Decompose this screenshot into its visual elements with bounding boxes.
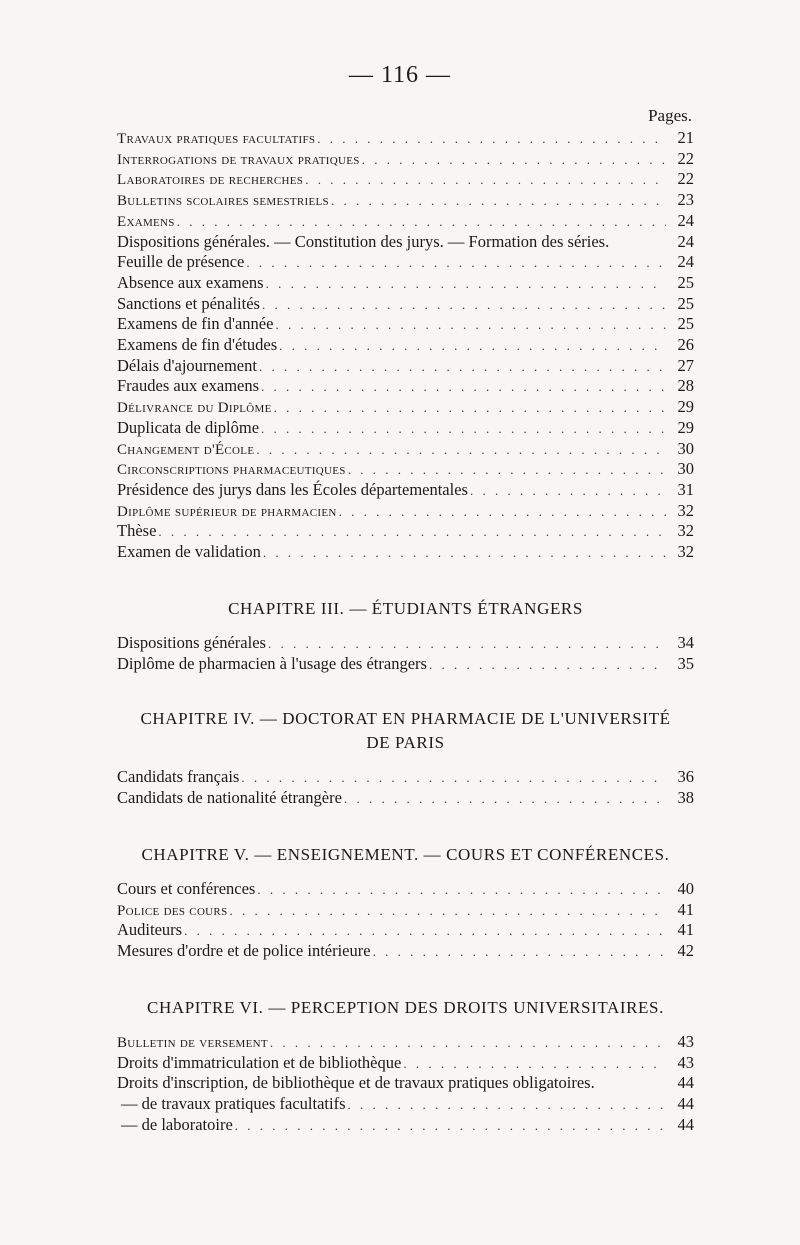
dot-leader [256, 440, 666, 460]
toc-entry [117, 376, 694, 397]
dot-leader [261, 377, 666, 397]
page-number: — 116 — [348, 62, 452, 88]
toc-entry-page: 22 [677, 169, 694, 189]
toc-entry-label: Circonscriptions pharmaceutiques [117, 462, 346, 479]
dot-leader [266, 274, 666, 294]
dot-leader [373, 942, 666, 962]
toc-entry-label: Police des cours [117, 902, 228, 919]
toc-entry [117, 920, 694, 941]
toc-entry-label: Candidats français [117, 767, 240, 786]
toc-entry [117, 521, 694, 542]
dot-leader [317, 129, 666, 149]
toc-entry [117, 149, 694, 170]
dot-leader [184, 921, 666, 941]
dot-leader [403, 1054, 666, 1074]
toc-entry [117, 459, 694, 480]
toc-entry [117, 1115, 694, 1136]
toc-entry-label: Candidats de nationalité étrangère [117, 787, 342, 807]
toc-entry-label: Travaux pratiques facultatifs [117, 131, 316, 147]
toc-entry-page: 44 [677, 1114, 694, 1134]
toc-entry-page: 43 [677, 1032, 694, 1051]
dot-leader [344, 789, 666, 809]
toc-entry [117, 397, 694, 418]
toc-entry-label: Examens [117, 213, 175, 230]
toc-entry-label: Changement d'École [117, 441, 255, 458]
dot-leader [279, 336, 666, 356]
dot-leader [348, 1095, 667, 1115]
dot-leader [275, 315, 666, 335]
toc-entry-label: Auditeurs [117, 920, 183, 940]
toc-entry-label: Absence aux examens [117, 272, 264, 292]
toc-entry-page: 29 [677, 417, 694, 437]
toc-entry-label: Thèse [117, 521, 157, 541]
toc-entry-page: 44 [677, 1073, 694, 1093]
toc-entry [117, 169, 694, 190]
toc-entry-label: Droits d'immatriculation et de bibliothèque [117, 1052, 402, 1072]
toc-entry-page: 30 [677, 459, 694, 479]
toc-entry-label: Diplôme supérieur de pharmacien [117, 503, 337, 520]
toc-entry-page: 22 [677, 148, 694, 168]
dot-leader [429, 655, 666, 675]
dot-leader [470, 481, 666, 501]
toc-entry-label: Mesures d'ordre et de police intérieure [117, 941, 371, 961]
toc-entry [117, 633, 694, 654]
toc-entry [117, 439, 694, 460]
toc-entry-page: 31 [677, 479, 694, 499]
toc-entry-page: 24 [677, 252, 694, 272]
toc-entry-page: 26 [677, 335, 694, 354]
dot-leader [348, 460, 666, 480]
toc-entry [117, 1073, 694, 1094]
toc-entry [117, 273, 694, 294]
toc-entry-page: 25 [677, 272, 694, 292]
dot-leader [268, 634, 666, 654]
dot-leader [270, 1033, 666, 1053]
toc-entry [117, 1032, 694, 1053]
toc-entry [117, 128, 694, 149]
toc-entry-label: Présidence des jurys dans les Écoles départementales [117, 479, 468, 499]
toc-entry [117, 314, 694, 335]
toc-entry-label: Sanctions et pénalités [117, 293, 260, 313]
toc-entry-page: 24 [677, 231, 694, 251]
dot-leader [229, 901, 666, 921]
toc-entry [117, 941, 694, 962]
toc-entry-page: 32 [677, 542, 694, 561]
dot-leader [241, 768, 666, 788]
dot-leader [246, 253, 666, 273]
toc-entry [117, 335, 694, 356]
toc-entry [117, 252, 694, 273]
toc-entry [117, 294, 694, 315]
toc-entry-page: 41 [677, 920, 694, 940]
toc-entry-label: Délais d'ajournement [117, 355, 257, 375]
toc-entry-page: 38 [677, 787, 694, 807]
toc-entry-page: 32 [677, 500, 694, 520]
toc-entry [117, 232, 694, 253]
toc-entry-page: 24 [677, 210, 694, 230]
toc-entry-page: 25 [677, 293, 694, 313]
toc-entry [117, 356, 694, 377]
toc-entry-page: 41 [677, 899, 694, 919]
toc-entry-label: Cours et conférences [117, 879, 256, 898]
dot-leader [339, 502, 666, 522]
toc-entry [117, 542, 694, 563]
chapter-heading: CHAPITRE IV. — DOCTORAT EN PHARMACIE DE L'UNIVERSITÉ [140, 709, 671, 728]
toc-entry-page: 34 [677, 633, 694, 652]
toc-entry-page: 28 [677, 376, 694, 396]
toc-entry-page: 29 [677, 397, 694, 417]
toc-entry-page: 42 [677, 941, 694, 961]
dot-leader [158, 522, 666, 542]
dot-leader [257, 880, 666, 900]
chapter-heading: DE PARIS [366, 733, 445, 752]
toc-entry [117, 418, 694, 439]
toc-entry [117, 501, 694, 522]
toc-entry [117, 900, 694, 921]
toc-entry [117, 1053, 694, 1074]
dot-leader [274, 398, 666, 418]
dot-leader [261, 419, 666, 439]
toc-entry-label: Examen de validation [117, 542, 261, 561]
toc-entry-label: Interrogations de travaux pratiques [117, 151, 360, 168]
toc-entry-page: 43 [677, 1052, 694, 1072]
toc-entry [117, 1094, 694, 1115]
dot-leader [305, 170, 666, 190]
toc-entry [117, 788, 694, 809]
toc-entry-label: Examens de fin d'études [117, 335, 278, 354]
toc-entry-page: 23 [677, 190, 694, 210]
toc-entry-label: Duplicata de diplôme [117, 417, 260, 437]
toc-entry-label: Droits d'inscription, de bibliothèque et de travaux pratiques obligatoires. [117, 1073, 595, 1093]
toc-entry [117, 190, 694, 211]
toc-entry-page: 32 [677, 521, 694, 541]
toc-entry-page: 21 [677, 128, 694, 147]
toc-entry-label: — de laboratoire [121, 1114, 233, 1134]
toc-entry-label: Feuille de présence [117, 252, 245, 272]
toc-entry-page: 36 [677, 767, 694, 786]
pages-column-label: Pages. [648, 106, 692, 125]
toc-entry-page: 44 [677, 1094, 694, 1114]
toc-entry-label: — de travaux pratiques facultatifs [121, 1094, 346, 1114]
dot-leader [331, 191, 666, 211]
toc-entry-label: Bulletin de versement [117, 1035, 268, 1051]
toc-entry-label: Fraudes aux examens [117, 376, 260, 396]
toc-entry [117, 654, 694, 675]
toc-entry-label: Délivrance du Diplôme [117, 400, 272, 417]
toc-entry-label: Dispositions générales [117, 633, 266, 652]
dot-leader [262, 295, 666, 315]
toc-entry-label: Diplôme de pharmacien à l'usage des étrangers [117, 653, 427, 673]
toc-entry-page: 40 [677, 879, 694, 898]
toc-entry-label: Dispositions générales. — Constitution des jurys. — Formation des séries. [117, 231, 610, 251]
dot-leader [362, 150, 666, 170]
dot-leader [177, 212, 666, 232]
dot-leader [235, 1116, 666, 1136]
dot-leader [263, 543, 666, 563]
toc-entry-label: Bulletins scolaires semestriels [117, 193, 329, 210]
toc-entry-page: 30 [677, 438, 694, 458]
toc-entry [117, 879, 694, 900]
toc-entry-page: 35 [677, 653, 694, 673]
toc-entry-page: 25 [677, 314, 694, 334]
chapter-heading: CHAPITRE VI. — PERCEPTION DES DROITS UNIVERSITAIRES. [147, 998, 664, 1017]
dot-leader [259, 357, 666, 377]
toc-entry-label: Examens de fin d'année [117, 314, 274, 334]
chapter-heading: CHAPITRE V. — ENSEIGNEMENT. — COURS ET CONFÉRENCES. [141, 845, 670, 864]
toc-entry [117, 211, 694, 232]
toc-entry [117, 480, 694, 501]
toc-entry-label: Laboratoires de recherches [117, 172, 304, 189]
toc-entry-page: 27 [677, 355, 694, 375]
toc-entry [117, 767, 694, 788]
chapter-heading: CHAPITRE III. — ÉTUDIANTS ÉTRANGERS [228, 599, 583, 618]
